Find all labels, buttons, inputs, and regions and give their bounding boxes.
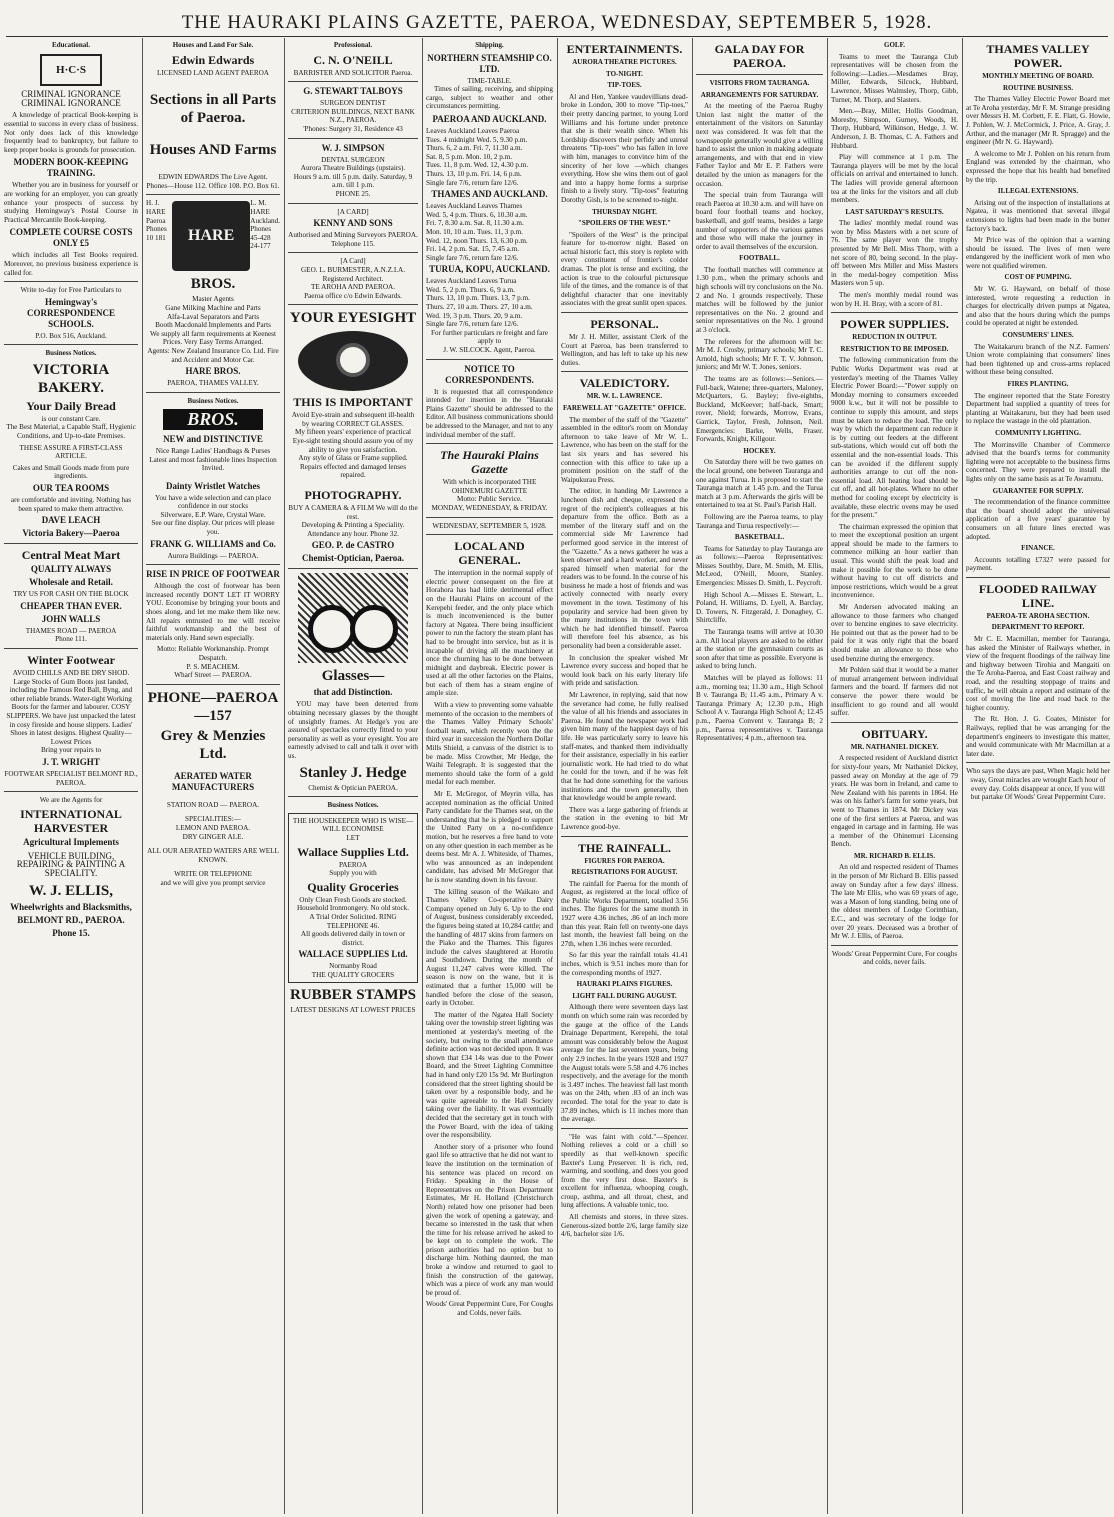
ad-text: EDWIN EDWARDS The Live Agent.	[158, 173, 268, 182]
column-7	[831, 40, 958, 1512]
ad-text: H. J. HARE Paeroa Phones 10 181	[146, 199, 167, 242]
ad-text: Gane Milking Machine and Parts	[165, 303, 261, 312]
article-heading: GALA DAY FOR PAEROA.	[714, 42, 805, 70]
article-subheading: FOOTBALL.	[739, 254, 780, 263]
article-body: Mr J. H. Miller, assistant Clerk of the Court at Paeroa, has been transferred to Wellington, and has left to take up his new duties.	[561, 333, 688, 367]
ad-text: Aurora Theatre Buildings (upstairs).	[300, 164, 406, 173]
article-body: Matches will be played as follows: 11 a.m., morning tea; 11.30 a.m., High School B v. Tauranga B; 11.45 a.m., Primary A v. Tauranga Primary A; 12.30 p.m., High School A v. Tauranga High School A; 12.45 p.m., Paeroa Convent v. Tauranga B; 2 p.m., Paeroa representatives v. Tauranga Representatives; 4 p.m., afternoon tea.	[696, 674, 823, 743]
ad-text: The Best Material, a Capable Staff, Hygienic Conditions, and Up-to-date Premises.	[6, 423, 136, 441]
column-rule	[284, 38, 285, 1514]
article-subheading: GOLF.	[884, 41, 905, 49]
ad-text: [A Card]	[340, 257, 366, 266]
article-heading: THAMES VALLEY POWER.	[986, 42, 1090, 70]
article-subheading: ILLEGAL EXTENSIONS.	[997, 187, 1079, 196]
section-heading: Business Notices.	[327, 801, 379, 810]
ad-text: Silverware, E.P. Ware, Crystal Ware.	[160, 510, 266, 519]
ad-heading: W. J. SIMPSON	[321, 142, 385, 153]
article-body: The Morrinsville Chamber of Commerce advised that the board's terms for community lighting were not acceptable to the business firms concerned. They were prepared to install the lights only on the same basis as at Te Awamutu.	[966, 440, 1110, 483]
article-body: The killing season of the Waikato and Thames Valley Co-operative Dairy Company opened on July 6. Up to the end of August, business considerably exceeded, the figures being stated at 10,284 cattle; and the handling of 4817 skins from farmers on the Piako and the Thames. This figures include the calves slaughtered at Horotiu and Southdown. During the month of August 11,247 calves were killed. The season is now on the wane, but it is estimated that a further 15,000 will be handled before the close of the season, early in October.	[426, 887, 553, 1008]
article-subheading: FINANCE.	[1021, 544, 1055, 553]
ad-heading: HARE BROS.	[185, 366, 241, 377]
ad-text: PAEROA	[338, 860, 368, 869]
ad-text: Only Clean Fresh Goods are stocked.	[299, 895, 407, 904]
section-heading: Business Notices.	[45, 349, 97, 358]
article-subheading: REGISTRATIONS FOR AUGUST.	[571, 868, 678, 877]
ad-text: PAEROA, THAMES VALLEY.	[167, 379, 259, 388]
article-heading: THE RAINFALL.	[577, 840, 672, 855]
ad-text: Phones—House 112. Office 108. P.O. Box 61.	[146, 181, 280, 190]
ad-heading: RISE IN PRICE OF FOOTWEAR	[146, 569, 280, 580]
ad-text: SPECIALITIES:—	[185, 815, 241, 824]
hcs-logo: H·C·S	[4, 54, 138, 87]
article-body: Another story of a prisoner who found gaol life so attractive that he did not want to leave the institution on the termination of his sentence was placed on record on Friday. Speaking in the House of Representatives on the Prison Department Estimates, Mr H. Holland (Christchurch North) related how one prisoner had been given the work of opening a gateway, and became so interested in the task that when the time for his release arrived he asked to be kept on to complete the work. The prison authorities had no option but to discharge him. Nothing daunted, the man broke a window and returned to gaol to finish the construction of the gateway, which was a piece of work any man would be proud of.	[426, 1142, 553, 1297]
ad-text: THE HOUSEKEEPER WHO IS WISE—	[292, 816, 414, 825]
ad-text: TIME-TABLE.	[467, 76, 512, 85]
ad-heading: J. T. WRIGHT	[42, 756, 100, 767]
article-subheading: FIGURES FOR PAEROA.	[584, 856, 665, 865]
ad-text: SURGEON DENTIST	[320, 99, 386, 108]
ad-heading: NORTHERN STEAMSHIP CO. LTD.	[427, 52, 552, 74]
article-body: The Rt. Hon. J. G. Coates, Minister for Railways, replied that he was arranging for the department's engineers to investigate this matter, and would communicate with Mr Macmillan at a later date.	[966, 715, 1110, 758]
article-body: Mr E. McGregor, of Meyrin villa, has accepted nomination as the official United Party candidate for the Thames seat, on the understanding that he is pledged to support the United Party on a no-confidence motion, but he reserves a free hand to vote on any other question in each member as he deems best. Mr A. J. Whiteside, of Thames, who was announced as an independent candidate, has advised Mr McGregor that he is now standing down in his favour.	[426, 790, 553, 884]
article-body: So far this year the rainfall totals 41.41 inches, which is 9.51 inches more than for the corresponding months of 1927.	[561, 951, 688, 977]
ad-body: which includes all Test Books required. Moreover, no previous business experience is called for.	[4, 251, 138, 277]
ad-text: Any style of Glass or Frame supplied.	[298, 454, 408, 463]
eye-illustration	[298, 331, 408, 391]
ad-text: Motto: Public Service.	[457, 495, 522, 504]
article-subheading: ROUTINE BUSINESS.	[1002, 83, 1074, 92]
article-body: The special train from Tauranga will reach Paeroa at 10.30 a.m. and will have on board four football teams and hockey, basketball, and golf teams, besides a large number of supporters of the various games and those who will make the journey in order to avail themselves of the excursion.	[696, 191, 823, 251]
article-body: The following communication from the Public Works Department was read at yesterday's meeting of the Thames Valley Electric Power Board:—"Power supply on Monday morning to consumers exceeded 9000 k.w., but it will not be possible to continue to supply this amount, and steps must be taken to reduce the load. The only way by which the department can reduce it is by cutting out feeders at the different sub-stations, which would cut off both the essential and the non-essential loads. This can be avoided if the different supply authorities arrange to cut off the non-essential load. All heating load should be cut off, and all hot-plates. Where no other method for cooling except by electricity is available, these electric ovens may be used for the present."	[831, 356, 958, 520]
ad-text: We are the Agents for	[39, 796, 103, 805]
article-body: At the meeting of the Paeroa Rugby Union last night the matter of the entertainment of the visitors on Saturday next was considered. It was felt that the townspeople generally would give a willing hand to assist the union in making adequate arrangements, and with that end in view Father Taylor and Mr E. P. Fathers were detailed by the union as managers for the occasion.	[696, 102, 823, 188]
ad-text: 'Phones: Surgery 31, Residence 43	[303, 124, 403, 133]
section-heading: Educational.	[52, 41, 90, 49]
ad-heading: that add Distinction.	[313, 687, 393, 698]
ad-text: You have a wide selection and can place confidence in our stocks	[154, 493, 272, 511]
article-heading: POWER SUPPLIES.	[840, 317, 949, 332]
column-rule	[962, 38, 963, 1514]
ad-body: Although the cost of footwear has been increased recently DON'T LET IT WORRY YOU. Economise by bringing your boots and shoes along, and let me make them like new. All repairs entrusted to me will receive faithful workmanship and the best of materials only. Hand sewn especially.	[146, 582, 280, 642]
article-subheading: MR. NATHANIEL DICKEY.	[850, 742, 939, 751]
ad-text: is our constant Care.	[41, 414, 101, 423]
ad-heading: VICTORIA BAKERY.	[32, 361, 110, 396]
ad-text: THE QUALITY GROCERS	[311, 970, 395, 979]
article-body: Teams for Saturday to play Tauranga are as follows:—Paeroa Representatives: Misses Southby, Dare, M. Smith, M. Ellis, McLeod, O'Neill, Moore, Stanley. Emergencies: Misses D. Smith, L. Peycroft.	[696, 544, 823, 588]
ad-text: Developing & Printing a Speciality. Attendance any hour. Phone 32.	[301, 521, 405, 538]
ad-heading: YOUR EYESIGHT	[289, 310, 417, 327]
article-heading: LOCAL AND GENERAL.	[454, 539, 525, 568]
article-subheading: LAST SATURDAY'S RESULTS.	[845, 207, 944, 216]
ad-text: DENTAL SURGEON	[321, 155, 385, 164]
article-body: In conclusion the speaker wished Mr Lawrence every success and hoped that he would look back on his early literary life with pride and satisfaction.	[561, 653, 688, 688]
article-body: The recommendation of the finance committee that the board should adopt the universal application of a five years' guarantee by consumers on all future lines erected was adopted.	[966, 498, 1110, 541]
masthead: THE HAURAKI PLAINS GAZETTE, PAEROA, WEDNESDAY, SEPTEMBER 5, 1928.	[181, 12, 933, 33]
ad-heading: Hemingway's CORRESPONDENCE SCHOOLS.	[26, 296, 115, 329]
spectacles-illustration	[298, 573, 408, 663]
ad-heading: JOHN WALLS	[41, 613, 101, 624]
ad-text: [A CARD]	[337, 207, 369, 216]
article-subheading: RESTRICTION TO BE IMPOSED.	[840, 344, 949, 353]
article-body: The Tauranga teams will arrive at 10.30 a.m. All local players are asked to be either at the station or the gymnasium courts as soon after that time as possible. Everyone is asked to bring lunch.	[696, 628, 823, 671]
ad-heading: GEO. P. de CASTRO	[311, 540, 395, 551]
article-subheading: TO-NIGHT.	[606, 69, 643, 78]
ad-heading: C. N. O'NEILL	[313, 52, 393, 67]
article-body: Mr C. E. Macmillan, member for Tauranga, has asked the Minister of Railways whether, in view of the frequent floodings of the railway line and highway between Tirohia and Mangaiti on the Te Aroha-Paeroa, and East Coast railway and road, and the resulting stoppage of trains and traffic, he will obtain a report and estimate of the cost of moving the line and road back to the higher country.	[966, 635, 1110, 712]
ad-text: and we will give you prompt service	[160, 878, 266, 887]
article-body: Accounts totalling £7327 were passed for payment.	[966, 555, 1110, 573]
ad-text: TE AROHA AND PAEROA.	[311, 283, 395, 292]
column-rule	[142, 38, 143, 1514]
ta-timetable: Leaves Auckland Leaves Thames Wed. 5, 4 p.m. Thurs. 6, 10.30 a.m. Fri. 7, 8.30 a.m. Sat. 8, 11.30 a.m. Mon. 10, 10 a.m. Tues. 11, 3 p.m. Wed. 12, noon Thurs. 13, 6.30 p.m. Fri. 14, 2 p.m. Sat. 15, 7.45 a.m. Single fare 7/6, return fare 12/6.	[426, 202, 528, 262]
ad-text: BARRISTER AND SOLICITOR Paeroa.	[293, 68, 413, 77]
article-body: Al and Hen, Yankee vaudevillians dead-broke in London, 300 to move "Tip-toes," their pretty dancing partner, to young Lord Williams and his fortune under pretence that she is their wealth since. When his Lordship discovers their perfidy and unreal threatens "Tip-toes" who has fallen in love with him, manages to convince him of the sincerity of her love —which changes everything. How she wins them out of gaol and into a happy home forms a surprise finish to a lively story. "Tip-toes" featuring Dorothy Gish, is to be screened to-night.	[561, 92, 688, 204]
ad-text: Woods' Great Peppermint Cure, For Coughs and Colds, never fails.	[426, 1300, 553, 1318]
ad-text: P.O. Box 516, Auckland.	[35, 331, 107, 340]
ad-heading: NEW and DISTINCTIVE	[163, 433, 263, 444]
article-subheading: MR. W. L. LAWRENCE.	[586, 392, 663, 401]
ad-heading: PAEROA AND AUCKLAND.	[432, 113, 547, 124]
article-body: The chairman expressed the opinion that to meet the exceptional position an urgent appeal should be made to the farmers to commence milking an hour earlier than usual. This would shift the peak load and make it possible for the work to be done without having to cut off districts and impose restrictions, which would be a great inconvenience.	[831, 522, 958, 600]
ad-heading: Edwin Edwards	[171, 52, 255, 67]
ad-heading: Dainty Wristlet Watches	[166, 480, 260, 491]
article-subheading: BASKETBALL.	[734, 533, 785, 542]
article-body: All chemists and stores, in three sizes. Generous-sized bottle 2/6, large family size 4/6, bachelor size 1/6.	[561, 1213, 688, 1239]
ad-heading: COMPLETE COURSE COSTS ONLY £5	[9, 227, 133, 249]
ad-heading: Your Daily Bread	[26, 398, 116, 413]
ad-text: Repairs effected and damaged lenses repaired.	[299, 462, 407, 480]
ad-heading: Victoria Bakery—Paeroa	[22, 528, 120, 539]
ad-text: GEO. L. BURMESTER, A.N.Z.I.A.	[300, 265, 406, 274]
article-body: With a view to preventing some valuable memento of the occasion to the members of the Thames Valley Primary Schools' football team, which recently won the the third year in succession the Northern Dollar Mills Shield, a canvass of the district is to be made. Miss Crowther, Mr Hedge, the Waihi Telegraph. It is suggested that the memento should take the form of a gold medal for each member.	[426, 701, 553, 787]
ad-heading: Glasses—	[321, 668, 385, 685]
ad-text: LATEST DESIGNS AT LOWEST PRICES	[290, 1006, 416, 1015]
article-subheading: ARRANGEMENTS FOR SATURDAY.	[700, 90, 819, 99]
wallace-ad	[288, 813, 418, 984]
ad-body: YOU may have been deterred from obtaining necessary glasses by the thought of unsightly frames. At Hedge's you are assured of spectacles correctly fitted to your personality as well as your eyesight. You are earnestly advised to call and talk it over with us.	[288, 700, 418, 760]
article-subheading: MR. RICHARD B. ELLIS.	[854, 851, 935, 860]
ad-text: Supply you with	[329, 869, 377, 878]
article-subheading: TIP-TOES.	[607, 81, 642, 90]
ad-text: Agents: New Zealand Insurance Co. Ltd. Fire and Accident and Motor Car.	[147, 346, 279, 364]
ad-text: Bring your repairs to	[40, 746, 102, 755]
article-body: Play will commence at 1 p.m. The Tauranga players will be met by the local officials on arrival and entertained to lunch. The ladies will provide general afternoon tea at the links for the visitors and all club members.	[831, 153, 958, 205]
article-body: Mr Lawrence, in replying, said that now the severance had come, he fully realised the value of all his friends and associates in Paeroa. He found the newspaper work had given him many of the happiest days of his life. He was particularly sorry to leave his staff-mates, and thanked them individually for their assistance, especially in his earlier journalistic work. He had tried to do what he could for the town, and if he was felt that he had done something for the various institutions and the town generally, then that knowledge would be ample reward.	[561, 691, 688, 803]
ad-text: are comfortable and inviting. Nothing has been spared to make them attractive.	[10, 496, 132, 513]
ad-heading: Wholesale and Retail.	[29, 577, 113, 588]
ad-heading: OUR TEA ROOMS	[32, 483, 110, 494]
ad-text: Booth Macdonald Implements and Parts	[155, 321, 271, 330]
ad-heading: Agricultural Implements	[23, 836, 119, 847]
ad-text: Nice Range Ladies' Handbags & Purses	[155, 446, 271, 455]
article-body: The interruption in the normal supply of electric power consequent on the fire at Horahora has had little detrimental effect on the Hauraki Plains on account of the Kerepehi feeder, and the only place which is much inconvenienced is the butter factory at Ngatea. There being insufficient power to run the factory the steam plant has had to be brought into service, but as it is incapable of driving all the machinery at once the churning has to be done between midnight and daybreak. Electric power is used at all the other factories on the Plains, but each of them has a steam engine of ample size.	[426, 569, 553, 698]
ad-text: THAMES ROAD — PAEROA	[25, 626, 117, 635]
ad-body: Whether you are in business for yourself or are working for an employer, you can greatly enhance your prospects of success by studying Hemingway's Postal Course in Practical Mercantile Book-keeping.	[4, 181, 138, 224]
article-subheading: FIRES PLANTING.	[1007, 380, 1069, 388]
article-body: "He was faint with cold."—Spencer. Nothing relieves a cold or a chill so speedily as that well-known specific Baxter's Lung Preserver. It is rich, red, warming, and soothing, and does you good from the very first dose. Baxter's is excellent for influenza, whooping cough, croup, asthma, and all throat, chest, and lung affections. A valuable tonic, too.	[561, 1132, 688, 1210]
article-body: Following are the Paeroa teams, to play Tauranga and Turua respectively:—	[696, 512, 823, 530]
ad-heading: BELMONT RD., PAEROA.	[17, 914, 125, 925]
article-body: The rainfall for Paeroa for the month of August, as registered at the local office of the Public Works Department, totalled 3.56 inches. The figures for the same month in 1927 were 4.36 inches, .86 of an inch more than this year. Rain fell on twenty-one days last month, the heaviest fall being on the 27th, when 1.36 inches were recorded.	[561, 879, 688, 948]
ad-text: AVOID CHILLS AND BE DRY SHOD.	[12, 669, 130, 677]
ad-text: Chemist & Optician PAEROA.	[308, 783, 398, 792]
article-body: The ladies' monthly medal round was won by Miss Masters with a net score of 76. The same player won the trophy presented by Mr Bell. Miss Thorp, with a net score of 80, being second. In the play-off between Mrs Miller and Miss Masters in the medal-bogey competition Miss Masters won 5 up.	[831, 219, 958, 288]
ad-text: See our fine display. Our prices will please you.	[151, 519, 275, 537]
ad-text: Cakes and Small Goods made from pure ingredients.	[12, 463, 130, 481]
section-heading: Shipping.	[475, 41, 504, 49]
article-body: A respected resident of Auckland district for sixty-four years, Mr Nathaniel Dickey, passed away on Monday at the age of 79 years. He was born in Ireland, and came to New Zealand with his parents in 1864. He was on his father's farm for some years, but went to Thames in 1874. Mr Dickey was one of the first settlers at Paeroa, and was engaged in cartage and in farming. He was a member of the Ohinemuri Licensing Bench.	[831, 754, 958, 849]
section-heading: Business Notices.	[187, 396, 239, 405]
ad-text: TRY US FOR CASH ON THE BLOCK	[13, 590, 129, 599]
article-heading: PERSONAL.	[590, 317, 659, 332]
ad-heading: QUALITY ALWAYS	[30, 564, 112, 575]
article-heading: OBITUARY.	[861, 726, 928, 741]
article-heading: FLOODED RAILWAY LINE.	[978, 581, 1098, 610]
ad-text: Normanby Road	[329, 962, 377, 971]
article-subheading: HAURAKI PLAINS FIGURES.	[576, 980, 673, 989]
ad-text: We supply all farm requirements at Keenest Prices. Very Easy Terms Arranged.	[150, 329, 276, 347]
article-body: Mr Andersen advocated making an allowance to those farmers who changed over to benzine engines to save electricity. He pointed out that as the power had to be paid for it was only right that the board should make an allowance to those who used benzine during the emergency.	[831, 603, 958, 663]
column-6	[696, 40, 823, 1512]
ad-text: J. W. SILCOCK. Agent, Paeroa.	[443, 346, 536, 355]
ad-text: L. M. HARE Auckland. Phones 45-428 24-177	[250, 199, 280, 251]
ad-heading: KENNY AND SONS	[313, 218, 393, 229]
pa-timetable: Leaves Auckland Leaves Paeroa Tues. 4 midnight Wed. 5, 9.30 p.m. Thurs. 6, 2 a.m. Fri. 7, 11.30 a.m. Sat. 8, 5 p.m. Mon. 10, 2 p.m. Tues. 11, 8 p.m. Wed. 12, 4.30 p.m. Thurs. 13, 10 p.m. Fri. 14, 6 p.m. Single fare 7/6, return fare 12/6.	[426, 126, 529, 187]
ad-text: Phone 111.	[55, 635, 87, 644]
ad-text: P. S. MEACHEM.	[186, 662, 240, 671]
ad-heading: Winter Footwear	[27, 653, 115, 667]
gazette-nameplate: The Hauraki Plains Gazette	[440, 448, 539, 477]
ad-text: Alfa-Laval Separators and Parts	[166, 312, 259, 321]
ad-text: Latest and most fashionable lines Inspection Invited.	[149, 455, 277, 473]
slogan: CRIMINAL IGNORANCE	[21, 89, 121, 100]
slogan: CRIMINAL IGNORANCE	[21, 97, 121, 108]
article-body: The men's monthly medal round was won by H. H. Bray, with a score of 81.	[831, 291, 958, 308]
ad-text: Master Agents	[192, 295, 234, 304]
article-heading: ENTERTAINMENTS.	[566, 42, 683, 56]
ad-text: LET	[346, 833, 360, 842]
article-body: Mr Pohlen said that it would be a matter of mutual arrangement between individual farmers and the board. If farmers did not conserve the power there would be insufficient to go round and all would suffer.	[831, 666, 958, 718]
ad-body: Times of sailing, receiving, and shipping cargo, subject to weather and other circumstances permitting.	[426, 85, 553, 111]
column-8	[966, 40, 1110, 1512]
ad-text: A Trial Order Solicited. RING TELEPHONE 46.	[309, 912, 397, 930]
ad-text: Who says the days are past, When Magic held her sway, Great miracles are wrought Each hour of every day. Colds disappear at once, If you will but partake Of Woods' Great Peppermint Cure.	[966, 767, 1110, 802]
article-subheading: THURSDAY NIGHT.	[592, 207, 657, 216]
article-subheading: "SPOILERS OF THE WEST."	[577, 219, 672, 228]
ad-heading: WALLACE SUPPLIES Ltd.	[298, 949, 408, 960]
ad-text: LICENSED LAND AGENT PAEROA	[156, 68, 269, 77]
ad-heading: Wallace Supplies Ltd.	[297, 844, 409, 859]
ad-text: ALL OUR AERATED WATERS ARE WELL KNOWN.	[147, 847, 279, 864]
ad-text: With which is incorporated THE OHINEMURI GAZETTE	[442, 478, 537, 495]
masthead-rule	[6, 36, 1108, 37]
article-body: Mr Price was of the opinion that a warning should be issued. The lives of men were endangered by the inefficient work of men who were not qualified wiremen.	[966, 236, 1110, 270]
ad-text: WRITE OR TELEPHONE	[174, 870, 252, 879]
ad-text: My fifteen years' experience of practical Eye-sight testing should assure you of my ability to give you satisfaction.	[292, 428, 414, 454]
ad-heading: PHOTOGRAPHY.	[304, 488, 402, 503]
ad-heading: CHEAPER THAN EVER.	[20, 600, 122, 611]
ad-heading: W. J. ELLIS,	[28, 882, 114, 899]
article-subheading: LIGHT FALL DURING AUGUST.	[572, 991, 677, 1000]
article-body: The member of the staff of the "Gazette" assembled in the editor's room on Monday afternoon to take leave of Mr W. L. Lawrence, who has been on the staff for the last six years and has severed his connection with this office to take up a prominent position on the staff of the Waipukurau Press.	[561, 415, 688, 484]
column-rule	[827, 38, 828, 1514]
ad-heading: THAMES AND AUCKLAND.	[431, 189, 548, 200]
column-3	[288, 40, 418, 1512]
rabbits-illustration: HARE	[172, 201, 250, 271]
ad-body: A knowledge of practical Book-keeping is essential to success in every class of business. Not only does lack of this knowledge frequently lead to bankruptcy, but failure to keep proper books is grounds for prosecution.	[4, 111, 138, 154]
ad-heading: THIS IS IMPORTANT	[293, 395, 413, 410]
article-body: Mr W. G. Hayward, on behalf of those interested, wrote requesting a reduction in charges for electrically driven pumps at Ngatea, and also that the hours during which the pumps could be operated at night be extended.	[966, 285, 1110, 328]
article-body: On Saturday there will be two games on the local ground, one between Tauranga and one against Turua. It is proposed to start the Tauranga match at 1.45 p.m. and the Turua match at 3 p.m. Afterwards the girls will be entertained to tea at St. Paul's Parish Hall.	[696, 458, 823, 510]
ad-text: DRY GINGER ALE.	[182, 832, 244, 841]
ad-heading: Quality Groceries	[307, 879, 399, 894]
ad-heading: G. STEWART TALBOYS	[303, 86, 403, 97]
article-heading: VALEDICTORY.	[579, 376, 670, 391]
ad-heading: DAVE LEACH	[41, 515, 101, 526]
ad-heading: AERATED WATER MANUFACTURERS	[171, 770, 255, 792]
article-body: Although there were seventeen days last month on which some rain was recorded by the gauge at the office of the Lands Drainage Department, Kerepehi, the total amount was considerably below the August average for the last seventeen years, being only 2.9 inches. In the years 1928 and 1927 the August totals were 5.58 and 4.76 inches respectively, and the average for the month is 3.497 inches. The heaviest fall last month was on the 24th, when .83 of an inch was recorded. The total for the year to date is 37.89 inches, which is 11 inches more than the average.	[561, 1003, 688, 1124]
article-body: Arising out of the inspection of installations at Ngatea, it was mentioned that several illegal extensions to lights had been made in the butter factory's back.	[966, 198, 1110, 233]
section-heading: Professional.	[333, 41, 373, 49]
bros-logo: BROS.	[163, 409, 263, 430]
ad-text: Avoid Eye-strain and subsequent ill-health by wearing CORRECT GLASSES.	[291, 411, 415, 428]
ad-text: For further particulars re freight and fare apply to	[431, 328, 548, 346]
ad-heading: FRANK G. WILLIAMS and Co.	[150, 538, 276, 549]
article-body: There was a large gathering of friends at the station in the evening to bid Mr Lawrence good-bye.	[561, 805, 688, 831]
column-rule	[557, 38, 558, 1514]
ad-text: MONDAY, WEDNESDAY, & FRIDAY.	[431, 503, 548, 512]
column-1	[4, 40, 138, 1512]
article-body: The football matches will commence at 1.30 p.m., when the primary schools and high schools will try conclusions on the No. 2 and No. 1 grounds respectively. These matches will be followed by the junior representatives on the No. 2 ground and senior representatives on the No. 1 ground at 3 o'clock.	[696, 265, 823, 335]
ad-text: CRITERION BUILDINGS, NEXT BANK N.Z., PAEROA.	[291, 107, 415, 125]
article-body: It is requested that all correspondence intended for insertion in the "Hauraki Plains Gazette" should be addressed to the Editor. All business communications should be addressed to the Manager, and not to any individual member of the staff.	[426, 387, 553, 439]
article-subheading: HOCKEY.	[743, 446, 776, 455]
ad-text: Wharf Street — PAEROA.	[174, 671, 252, 680]
dateline: WEDNESDAY, SEPTEMBER 5, 1928.	[432, 521, 547, 530]
ad-heading: Grey & Menzies Ltd.	[160, 727, 266, 762]
ad-heading: Chemist-Optician, Paeroa.	[301, 553, 405, 564]
section-heading: Houses and Land For Sale.	[172, 41, 254, 49]
ad-heading: MODERN BOOK-KEEPING TRAINING.	[13, 157, 129, 179]
article-body: The referees for the afternoon will be: Mr M. J. Crosby, primary schools; Mr T. C. Arnold, high schools; Mr F. T. V. Johnson, juniors; and Mr W. T. Jones, seniors.	[696, 337, 823, 372]
ad-heading: Central Meat Mart	[21, 548, 121, 563]
ad-text: Household Ironmongery. No old stock.	[296, 904, 410, 913]
column-2	[146, 40, 280, 1512]
ad-text: Write to-day for Free Particulars to	[20, 286, 122, 295]
ad-text: THESE ASSURE A FIRST-CLASS ARTICLE.	[19, 443, 123, 461]
ad-heading: INTERNATIONAL HARVESTER	[20, 806, 122, 835]
article-subheading: REDUCTION IN OUTPUT.	[852, 333, 937, 342]
article-subheading: DEPARTMENT TO REPORT.	[991, 623, 1085, 632]
ad-heading: Stanley J. Hedge	[299, 764, 407, 781]
ad-text: STATION ROAD — PAEROA.	[166, 800, 260, 809]
ad-text: PHONE 25.	[335, 189, 371, 198]
ad-heading: Houses AND Farms	[149, 142, 277, 159]
ad-heading: Wheelwrights and Blacksmiths,	[10, 901, 132, 912]
column-5	[561, 40, 688, 1512]
article-subheading: COST OF PUMPING.	[1004, 273, 1072, 282]
ad-text: Woods' Great Peppermint Cure, For coughs and colds, never fails.	[831, 949, 958, 967]
ad-text: Hours 9 a.m. till 5 p.m. daily. Saturday, 9 a.m. till 1 p.m.	[293, 172, 413, 190]
article-body: The Waitakaruru branch of the N.Z. Farmers' Union wrote complaining that consumers' lines had been tightened up and cross-arms replaced without these being consulted.	[966, 342, 1110, 377]
ad-text: FOOTWEAR SPECIALIST BELMONT RD., PAEROA.	[4, 769, 138, 787]
ad-text: WILL ECONOMISE	[322, 825, 384, 834]
article-subheading: FAREWELL AT "GAZETTE" OFFICE.	[563, 404, 686, 412]
ad-heading: Phone 15.	[52, 927, 90, 938]
article-subheading: GUARANTEE FOR SUPPLY.	[992, 486, 1084, 495]
ad-text: Aurora Buildings — PAEROA.	[167, 551, 259, 560]
ad-heading: TURUA, KOPU, AUCKLAND.	[429, 264, 550, 275]
article-body: The teams are as follows:—Seniors.—Full-back, Watene; three-quarters, Maloney, McQuarters, G. Bayley; five-eighths, Buckland, McKeever; half-back, Smart; rover, Nield; forwards, Morrow, Evans, Garrick, Taylor, Fresh, Johnson, Neil. Emergencies: Barke, Wells, Fraser. Forwards, Knight, Killgour.	[696, 375, 823, 444]
article-body: The matter of the Ngatea Hall Society taking over the township street lighting was mentioned at yesterday's meeting of the society, but owing to the small attendance definite action was not decided upon. It was shown that £34 14s was due to the Power Board, and the Street Lighting Committee had in hand only £20 15s 9d. Mr Burlington considered that the street lighting should be taken over by a responsible body, and he was quite agreeable to the Hall Society taking over the liability. It was eventually decided that the secretary get in touch with the Power Board, with the idea of taking over the responsibility.	[426, 1010, 553, 1140]
ad-heading: PHONE—PAEROA —157	[147, 689, 279, 724]
article-heading: NOTICE TO CORRESPONDENTS.	[445, 363, 534, 385]
column-4	[426, 40, 553, 1512]
ad-heading: Sections in all Parts of Paeroa.	[149, 92, 277, 127]
article-subheading: PAEROA-TE AROHA SECTION.	[986, 611, 1090, 620]
article-subheading: MONTHLY MEETING OF BOARD.	[982, 72, 1094, 80]
ad-text: Paeroa office c/o Edwin Edwards.	[304, 291, 402, 300]
ad-text: Telephone 115.	[331, 239, 375, 248]
ad-text: BUY A CAMERA & A FILM We will do the rest.	[288, 504, 418, 521]
article-subheading: VISITORS FROM TAURANGA.	[709, 79, 810, 87]
column-rule	[422, 38, 423, 1514]
ad-text: All goods delivered daily in town or district.	[300, 930, 406, 947]
column-rule	[692, 38, 693, 1514]
article-body: An old and respected resident of Thames in the person of Mr Richard B. Ellis passed away on Sunday after a few days' illness. The late Mr Ellis, who was 69 years of age, was a Mason of long standing, being one of the oldest members of Lodge Corinthian, E.C., and was secretary of the lodge for over 20 years. Deceased was a brother of Mr W. J. Ellis, of Paeroa.	[831, 863, 958, 941]
article-body: Men.—Bray, Miller, Hollis Goodman, Moresby, Simpson, Gurney, Woods, H. Thorp, Hubbard, Wilkinson, Hedge, J. W. Anderson, J. B. Thomas, C. A. Fathers and Hubbard.	[831, 107, 958, 150]
article-body: The editor, in handing Mr Lawrence a luncheon dish and cheque, expressed the regret of the recipient's colleagues at his departure from the office. Both as a member of the literary staff and on the commercial side Mr Lawrence had performed good service in the interest of the "Gazette." As a news gatherer he was a keen observer and a hard worker, and never spared himself when material for the readers was to be found. In the course of his business he made a host of friends and was actively connected with nearly every movement in the town. Testimony of his popularity and service had been given by the many institutions in the town with which he had identified himself. Paeroa will therefore feel his absence, as his personality had been a considerable asset.	[561, 487, 688, 651]
article-subheading: AURORA THEATRE PICTURES.	[572, 58, 677, 66]
article-subheading: COMMUNITY LIGHTING.	[995, 428, 1081, 437]
article-body: High School A.—Misses E. Stewart, L. Poland, H. Williams, D. Lyell, A. Barclay, D. Towers, N. Fitzgerald, J. Donaghey, C. Shirtcliffe.	[696, 590, 823, 625]
ad-text: Motto: Reliable Workmanship. Prompt Despatch.	[157, 645, 269, 662]
ad-heading: BROS.	[190, 276, 236, 293]
ad-text: VEHICLE BUILDING, REPAIRING & PAINTING A SPECIALITY.	[16, 850, 126, 878]
ad-text: Authorised and Mining Surveyors PAEROA.	[288, 231, 418, 240]
article-body: Teams to meet the Tauranga Club representatives will be chosen from the following:—Ladies.—Mesdames Bray, Miller, Edwards, Silcock, Hubbard, Lawrence, Misses Walmsley, Thorp, Gibb, Turner, M. Thorp, and Slasters.	[831, 52, 958, 104]
ad-text: Registered Architect.	[322, 274, 384, 283]
ad-text: Large Stocks of Gum Boots just landed, including the Famous Red Ball, Byng, and other reliable brands. Water-tight Working Boots for the farmer and labourer. COSY SLIPPERS. We have just unpacked the latest in cosy fireside and house slippers. Ladies' Shoes in latest designs. Highest Quality—Lowest Prices	[6, 677, 136, 746]
article-subheading: CONSUMERS' LINES.	[1002, 331, 1074, 340]
article-body: The Thames Valley Electric Power Board met at Te Aroha yesterday, Mr F. M. Strange presiding over Messrs H. M. Corbett, F. E. Flatt, G. Howie, J. Pohlen, W. J. McCormick, J. Price, A. Gray, J. Arthur, and the manager (Mr R. Spragge) and the engineer (Mr N. G. Hayward).	[966, 95, 1110, 147]
article-body: A welcome to Mr J. Pohlen on his return from England was extended by the chairman, who expressed the hope that his health had benefited by the trip.	[966, 149, 1110, 184]
ad-text: LEMON AND PAEROA.	[175, 823, 251, 832]
tk-timetable: Leaves Auckland Leaves Turua Wed. 5, 2 p.m. Thurs. 6, 9 a.m. Thurs. 13, 10 p.m. Thurs. 13, 7 p.m. Thurs. 27, 10 a.m. Thurs. 27, 10 a.m. Wed. 19, 3 p.m. Thurs. 20, 9 a.m. Single fare 7/6, return fare 12/6.	[426, 277, 533, 329]
article-body: "Spoilers of the West" is the principal feature for to-morrow night. Based on actual historic fact, this story is replete with every constituent of frontier's colder dramas. The plot is tense and exciting, the action is true to the colourful picturesque life of the times, and the romance is of that delightful character that one inevitably associates with the great sunlit open spaces.	[561, 230, 688, 308]
article-body: The engineer reported that the State Forestry Department had supplied a quantity of trees for planting at Waitakaruru, but they had been used to replace the wastage in the old plantation.	[966, 391, 1110, 426]
ad-heading: RUBBER STAMPS	[290, 987, 416, 1004]
